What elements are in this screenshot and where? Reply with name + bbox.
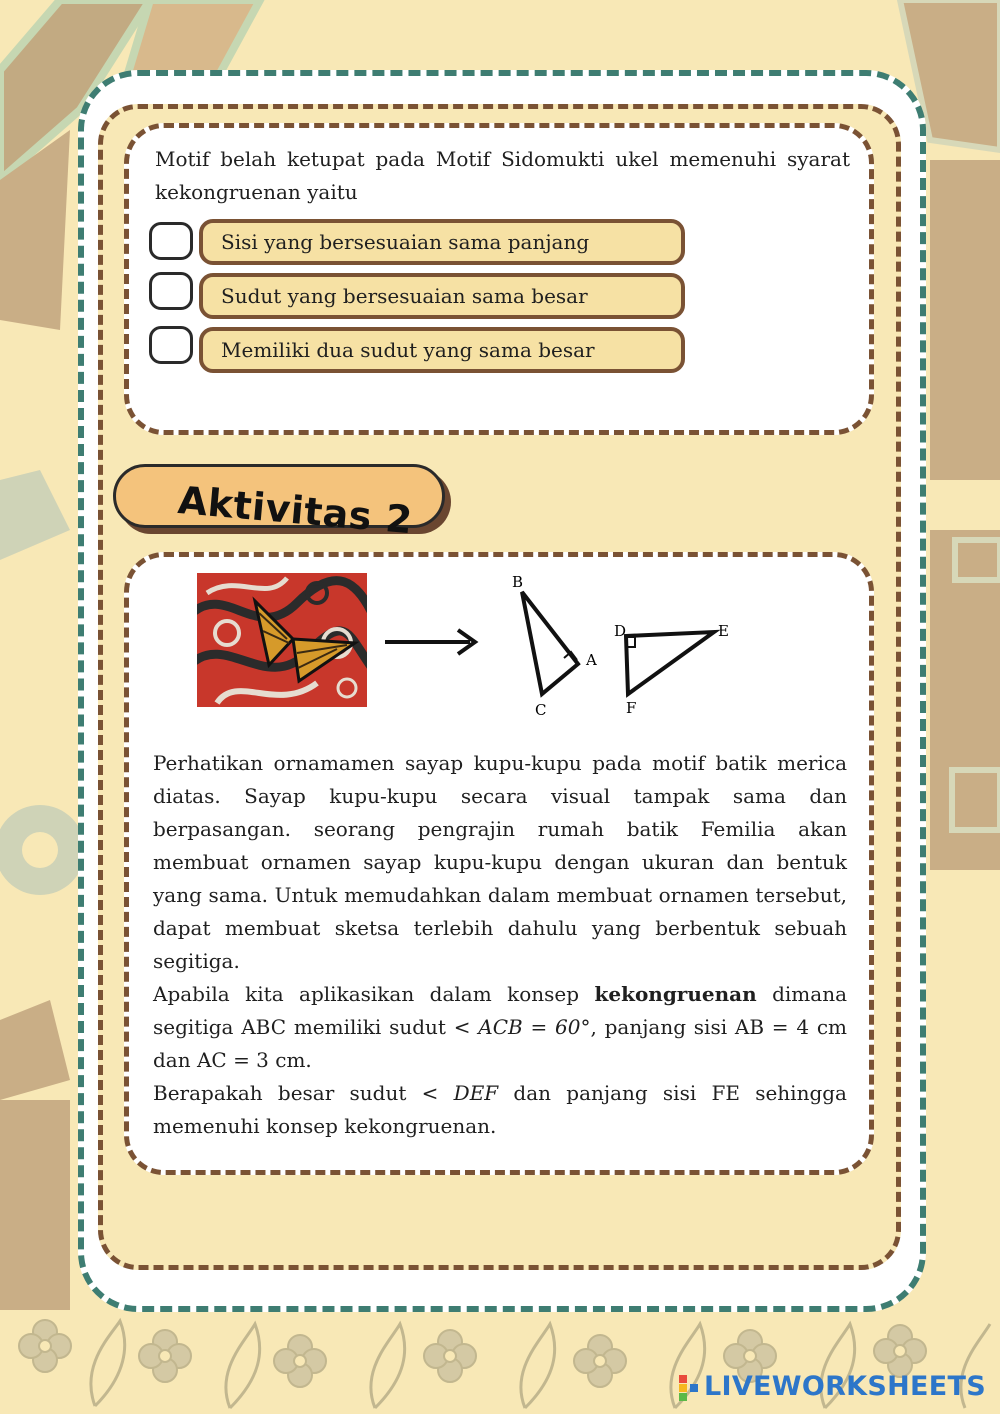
angle-def-expression: < DEF: [421, 1081, 499, 1105]
paragraph-2-part-c: , panjang sisi AB = 4 cm dan AC = 3 cm.: [153, 1015, 848, 1072]
label-b: B: [512, 573, 524, 591]
activity-title: Aktivitas 2: [176, 478, 415, 543]
option-1-checkbox[interactable]: [149, 222, 193, 260]
option-2[interactable]: [199, 273, 685, 319]
congruent-triangles-figure: [380, 570, 760, 730]
batik-butterfly-image: [197, 573, 367, 707]
option-3-label: Memiliki dua sudut yang sama besar: [221, 338, 595, 362]
activity-body: [153, 747, 847, 1143]
label-e: E: [718, 622, 729, 640]
angle-acb-expression: < ACB = 60°: [453, 1015, 591, 1039]
paragraph-3-part-b: dan panjang sisi FE sehingga memenuhi konsep kekongruenan.: [153, 1081, 847, 1138]
liveworksheets-logo: [679, 1371, 986, 1402]
question-text: Motif belah ketupat pada Motif Sidomukti ukel memenuhi syarat kekongruenan yaitu: [155, 147, 850, 204]
paragraph-2-part-a: Apabila kita aplikasikan dalam konsep: [153, 982, 595, 1006]
option-2-checkbox[interactable]: [149, 272, 193, 310]
option-3[interactable]: [199, 327, 685, 373]
option-2-label: Sudut yang bersesuaian sama besar: [221, 284, 588, 308]
label-a: A: [586, 651, 597, 669]
option-3-checkbox[interactable]: [149, 326, 193, 364]
option-1-label: Sisi yang bersesuaian sama panjang: [221, 230, 590, 254]
paragraph-2-part-b: dimana segitiga ABC memiliki sudut: [153, 982, 847, 1039]
paragraph-1: Perhatikan ornamamen sayap kupu-kupu pada motif batik merica diatas. Sayap kupu-kupu secara visual tampak sama dan berpasangan. seorang pengrajin rumah batik Femilia akan membuat ornamen sayap kupu-kupu dengan ukuran dan bentuk yang sama. Untuk memudahkan dalam membuat ornamen tersebut, dapat membuat sketsa terlebih dahulu yang berbentuk sebuah segitiga.: [153, 751, 847, 973]
triangle-abc: [522, 592, 578, 694]
label-c: C: [535, 701, 547, 719]
keyword-kekongruenan: kekongruenan: [594, 982, 757, 1006]
triangle-def: [626, 632, 714, 694]
label-f: F: [626, 699, 637, 717]
liveworksheets-icon: [679, 1375, 701, 1401]
label-d: D: [614, 622, 627, 640]
paragraph-2: [153, 978, 847, 1077]
paragraph-3: [153, 1077, 847, 1143]
option-1[interactable]: [199, 219, 685, 265]
paragraph-3-part-a: Berapakah besar sudut: [153, 1081, 422, 1105]
brand-text: LIVEWORKSHEETS: [703, 1371, 986, 1402]
